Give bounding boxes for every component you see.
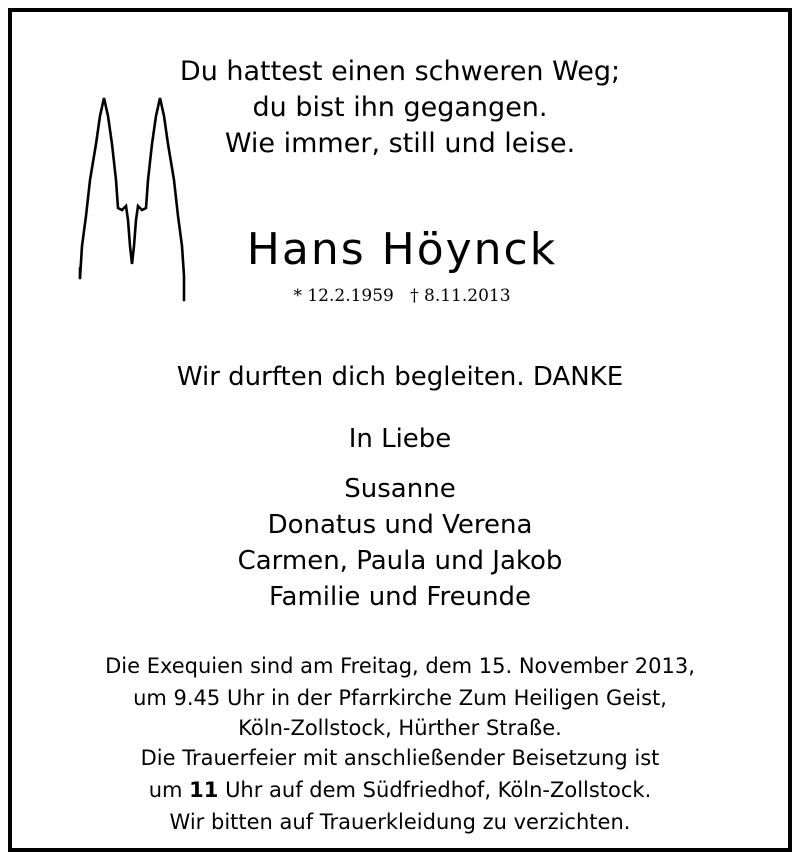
life-dates [2,288,800,305]
poem-line-3: Wie immer, still und leise. [224,128,576,159]
death-date: † 8.11.2013 [410,286,511,306]
mourner-2: Donatus und Verena [267,510,533,540]
deceased-name: Hans Höynck [246,224,558,275]
mourner-4: Familie und Freunde [268,582,532,612]
poem-line-1: Du hattest einen schweren Weg; [179,56,621,87]
service-line-5-post: Uhr auf dem Südfriedhof, Köln-Zollstock. [218,778,652,802]
poem-line-2: du bist ihn gegangen. [252,92,548,123]
service-line-4: Die Trauerfeier mit anschließender Beisetzung ist [140,746,660,770]
service-line-5-pre: um [148,778,190,802]
mourner-3: Carmen, Paula und Jakob [237,546,563,576]
service-line-2: um 9.45 Uhr in der Pfarrkirche Zum Heiligen Geist, [133,686,667,710]
thanks-line: Wir durften dich begleiten. DANKE [176,362,624,392]
service-time-bold: 11 [189,778,219,802]
service-line-5 [0,780,800,801]
service-line-3: Köln-Zollstock, Hürther Straße. [238,716,562,740]
closing-line: In Liebe [348,424,452,454]
mourner-1: Susanne [344,474,456,504]
service-line-1: Die Exequien sind am Freitag, dem 15. November 2013, [105,654,695,678]
service-line-6: Wir bitten auf Trauerkleidung zu verzichten. [169,810,631,834]
birth-date: * 12.2.1959 [293,286,394,306]
